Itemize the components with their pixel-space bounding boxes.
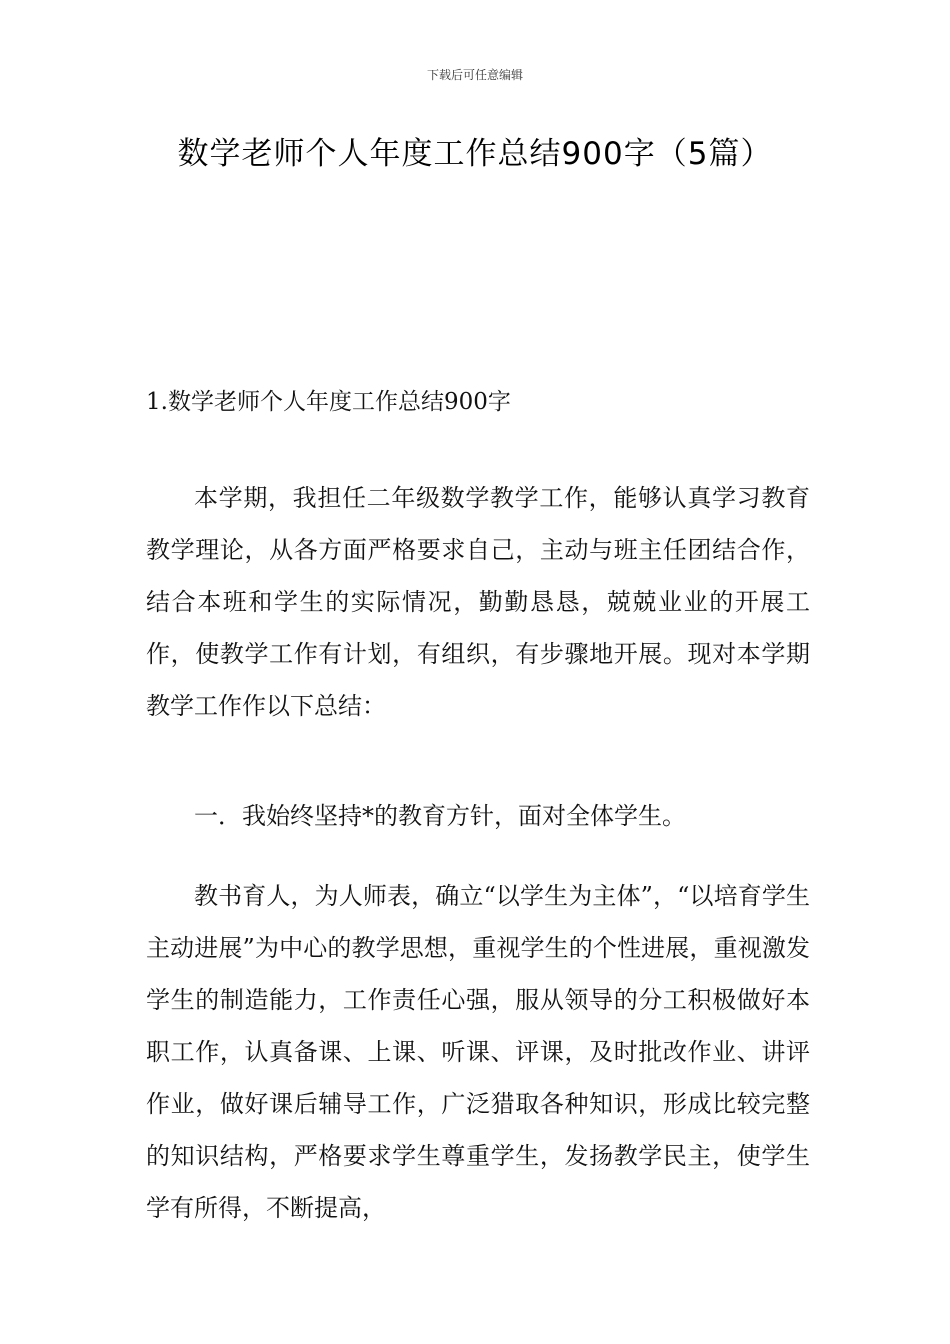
intro-paragraph: 本学期，我担任二年级数学教学工作，能够认真学习教育教学理论，从各方面严格要求自己，主动与班主任团结合作，结合本班和学生的实际情况，勤勤恳恳，兢兢业业的开展工作，使教学工作有计划，有组织，有步骤地开展。现对本学期教学工作作以下总结： — [146, 484, 810, 720]
point-heading: 一．我始终坚持*的教育方针，面对全体学生。 — [194, 802, 686, 830]
header-note: 下载后可任意编辑 — [426, 68, 523, 82]
section-heading: 1.数学老师个人年度工作总结900字 — [146, 389, 511, 415]
body-paragraph: 教书育人，为人师表，确立“以学生为主体”，“以培育学生主动进展”为中心的教学思想，重视学生的个性进展，重视激发学生的制造能力，工作责任心强，服从领导的分工积极做好本职工作，认真备课、上课、听课、评课，及时批改作业、讲评作业，做好课后辅导工作，广泛猎取各种知识，形成比较完整的知识结构，严格要求学生尊重学生，发扬教学民主，使学生学有所得，不断提高， — [146, 882, 810, 1222]
document-title: 数学老师个人年度工作总结900字（5篇） — [177, 136, 773, 172]
